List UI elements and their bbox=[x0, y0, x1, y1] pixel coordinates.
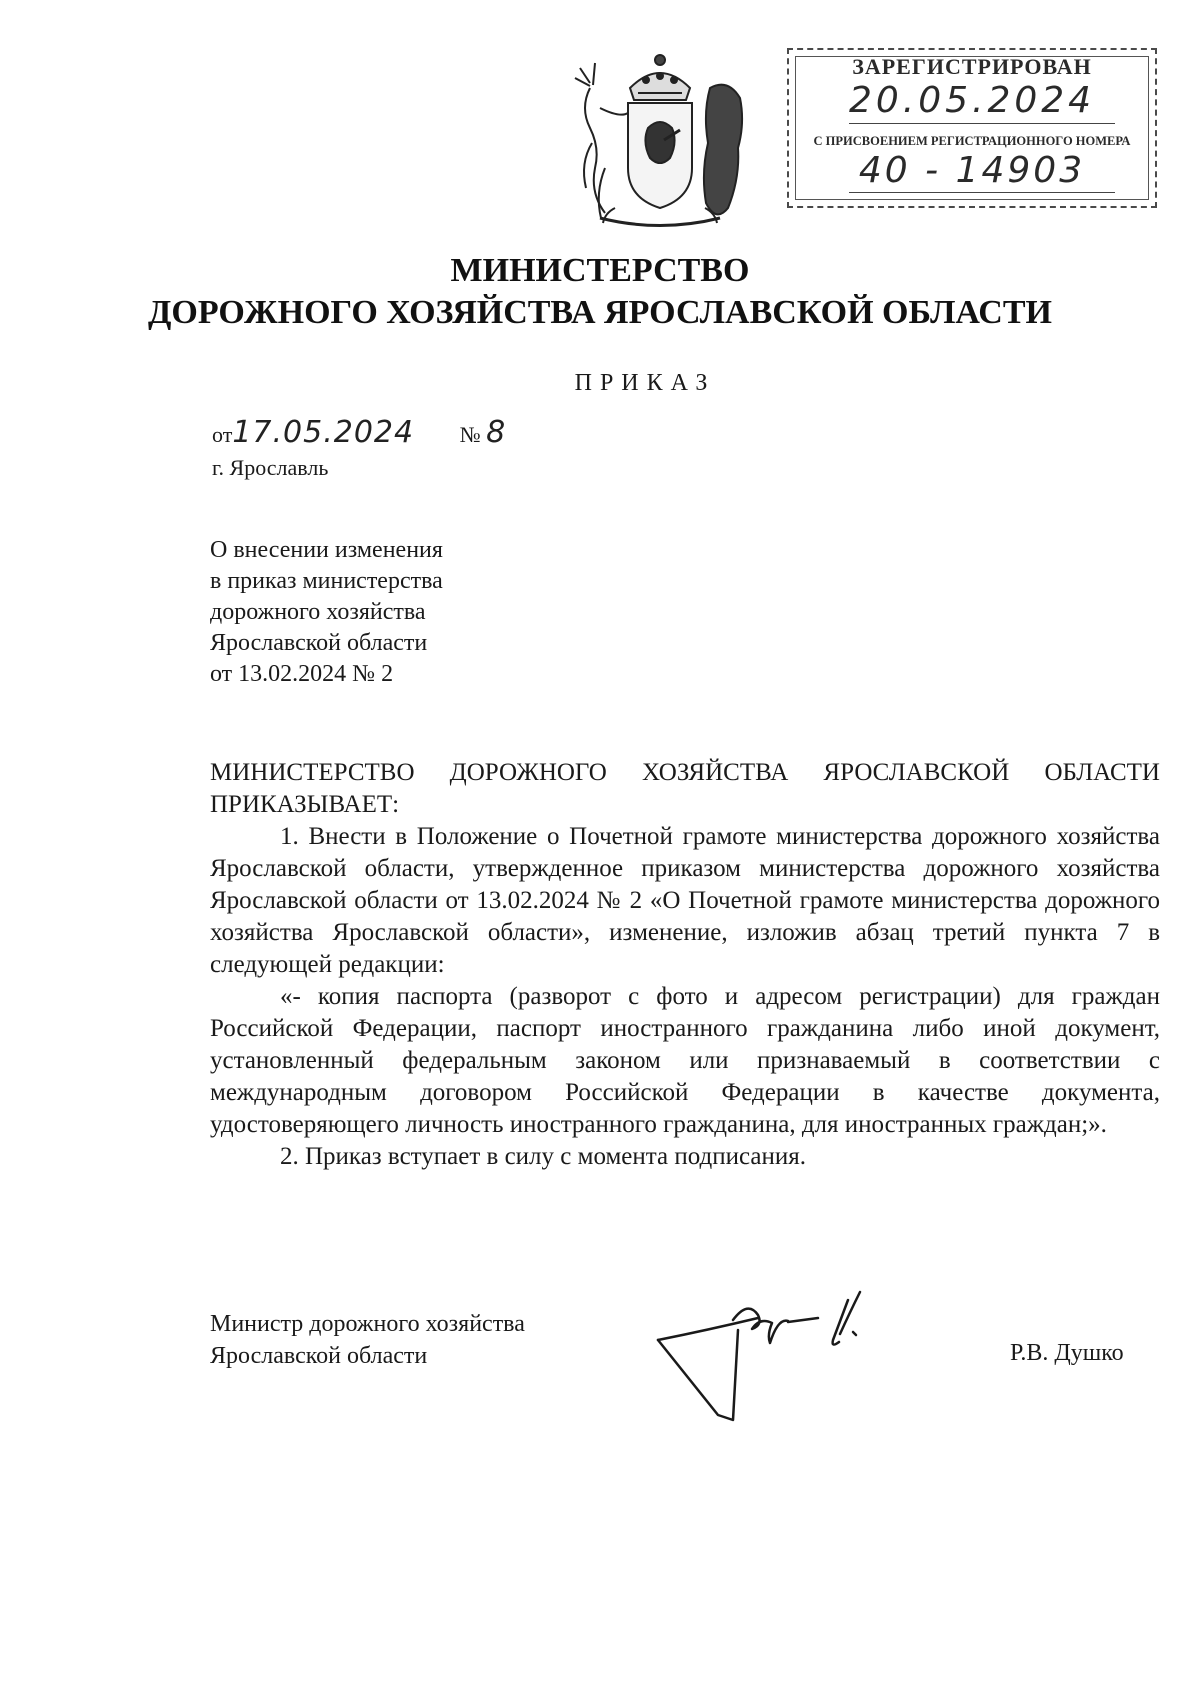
order-body bbox=[210, 757, 1160, 1173]
signer-name: Р.В. Душко bbox=[1010, 1340, 1124, 1366]
order-number: 8 bbox=[486, 415, 507, 450]
stamp-title: ЗАРЕГИСТРИРОВАН bbox=[852, 54, 1092, 79]
ministry-heading bbox=[0, 250, 1200, 334]
signer-position-line-2: Ярославской области bbox=[210, 1343, 428, 1369]
stamp-date: 20.05.2024 bbox=[848, 80, 1096, 121]
order-date: 17.05.2024 bbox=[232, 415, 415, 450]
registration-stamp bbox=[787, 48, 1157, 208]
subject-line: дорожного хозяйства bbox=[210, 599, 426, 625]
subject-line: в приказ министерства bbox=[210, 568, 443, 594]
signer-position bbox=[210, 1308, 525, 1372]
item-1: 1. Внести в Положение о Почетной грамоте министерства дорожного хозяйства Ярославской области, утвержденное приказом министерства дорожного хозяйства Ярославской области от 13.02.2024 № 2 «О Почетной грамоте министерства дорожного хозяйства Ярославской области», изменение, изложив абзац третий пункта 7 в следующей редакции: bbox=[210, 823, 1160, 978]
order-city: г. Ярославль bbox=[212, 455, 329, 480]
document-type: ПРИКАЗ bbox=[574, 370, 716, 396]
quoted-paragraph: «- копия паспорта (разворот с фото и адресом регистрации) для граждан Российской Федерации, паспорт иностранного гражданина либо иной документ, установленный федеральным законом или признаваемый в соответствии с международным договором Российской Федерации в качестве документа, удостоверяющего личность иностранного гражданина, для иностранных граждан;». bbox=[210, 983, 1160, 1138]
handwritten-signature bbox=[648, 1270, 928, 1435]
order-subject bbox=[210, 535, 540, 690]
order-date-line bbox=[212, 415, 506, 450]
ministry-line-2: ДОРОЖНОГО ХОЗЯЙСТВА ЯРОСЛАВСКОЙ ОБЛАСТИ bbox=[148, 294, 1052, 331]
subject-line: от 13.02.2024 № 2 bbox=[210, 661, 394, 687]
yaroslavl-coat-of-arms-icon bbox=[560, 48, 760, 233]
date-prefix: от bbox=[212, 422, 233, 447]
item-2: 2. Приказ вступает в силу с момента подписания. bbox=[280, 1143, 806, 1170]
subject-line: О внесении изменения bbox=[210, 537, 443, 563]
subject-line: Ярославской области bbox=[210, 630, 428, 656]
stamp-caption: С ПРИСВОЕНИЕМ РЕГИСТРАЦИОННОГО НОМЕРА bbox=[813, 134, 1131, 148]
ministry-line-1: МИНИСТЕРСТВО bbox=[450, 252, 750, 289]
number-prefix: № bbox=[459, 422, 481, 447]
preamble: МИНИСТЕРСТВО ДОРОЖНОГО ХОЗЯЙСТВА ЯРОСЛАВСКОЙ ОБЛАСТИ ПРИКАЗЫВАЕТ: bbox=[210, 759, 1160, 818]
stamp-underline bbox=[849, 123, 1115, 124]
stamp-underline bbox=[849, 192, 1115, 193]
signer-position-line-1: Министр дорожного хозяйства bbox=[210, 1311, 525, 1337]
stamp-registration-number: 40 - 14903 bbox=[858, 150, 1086, 191]
